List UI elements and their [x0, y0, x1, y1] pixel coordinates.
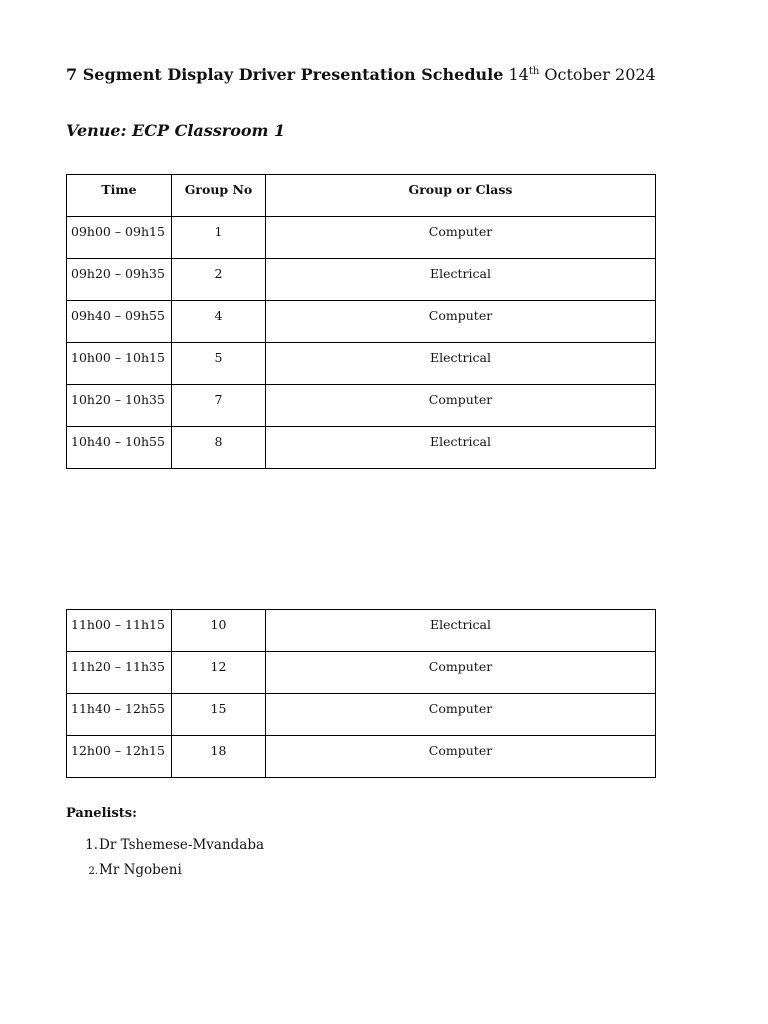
cell-class: Computer [266, 217, 656, 259]
table-row [67, 217, 656, 259]
header-time: Time [67, 175, 172, 217]
cell-group-no: 2 [172, 259, 266, 301]
venue-line: Venue: ECP Classroom 1 [66, 121, 286, 140]
panelists-list [66, 836, 264, 886]
table-row [67, 427, 656, 469]
cell-class: Computer [266, 385, 656, 427]
table-row [67, 610, 656, 652]
cell-group-no: 15 [172, 694, 266, 736]
cell-class: Electrical [266, 427, 656, 469]
table-row [67, 385, 656, 427]
cell-class: Computer [266, 736, 656, 778]
list-item [66, 836, 264, 861]
cell-time: 10h00 – 10h15 [67, 343, 172, 385]
panelist-name: Mr Ngobeni [99, 862, 182, 878]
panelist-name: Dr Tshemese-Mvandaba [99, 837, 265, 853]
cell-class: Computer [266, 652, 656, 694]
cell-time: 09h20 – 09h35 [67, 259, 172, 301]
table-row [67, 343, 656, 385]
cell-group-no: 5 [172, 343, 266, 385]
title-text: 7 Segment Display Driver Presentation Schedule [66, 65, 504, 84]
cell-group-no: 4 [172, 301, 266, 343]
date-day: 14 [508, 65, 529, 84]
list-item [66, 861, 264, 886]
cell-group-no: 10 [172, 610, 266, 652]
date-suffix: th [528, 66, 540, 77]
cell-group-no: 1 [172, 217, 266, 259]
table-row [67, 652, 656, 694]
schedule-table-part2 [66, 609, 656, 778]
cell-group-no: 7 [172, 385, 266, 427]
cell-time: 10h20 – 10h35 [67, 385, 172, 427]
cell-time: 11h00 – 11h15 [67, 610, 172, 652]
table-row [67, 301, 656, 343]
cell-class: Electrical [266, 259, 656, 301]
cell-time: 10h40 – 10h55 [67, 427, 172, 469]
table-row [67, 736, 656, 778]
cell-class: Electrical [266, 343, 656, 385]
header-group-no: Group No [172, 175, 266, 217]
schedule-table-part1 [66, 174, 656, 469]
table-row [67, 694, 656, 736]
table-row [67, 259, 656, 301]
cell-group-no: 8 [172, 427, 266, 469]
cell-time: 09h40 – 09h55 [67, 301, 172, 343]
cell-class: Computer [266, 694, 656, 736]
panelists-heading: Panelists: [66, 806, 137, 821]
cell-class: Electrical [266, 610, 656, 652]
list-number: 1. [85, 837, 98, 853]
cell-time: 11h40 – 12h55 [67, 694, 172, 736]
document-title [66, 64, 656, 86]
cell-time: 09h00 – 09h15 [67, 217, 172, 259]
header-group-or-class: Group or Class [266, 175, 656, 217]
cell-class: Computer [266, 301, 656, 343]
cell-time: 12h00 – 12h15 [67, 736, 172, 778]
list-number: 2. [88, 866, 98, 877]
date-month-year: October 2024 [544, 65, 656, 84]
cell-time: 11h20 – 11h35 [67, 652, 172, 694]
cell-group-no: 12 [172, 652, 266, 694]
cell-group-no: 18 [172, 736, 266, 778]
table-header-row [67, 175, 656, 217]
